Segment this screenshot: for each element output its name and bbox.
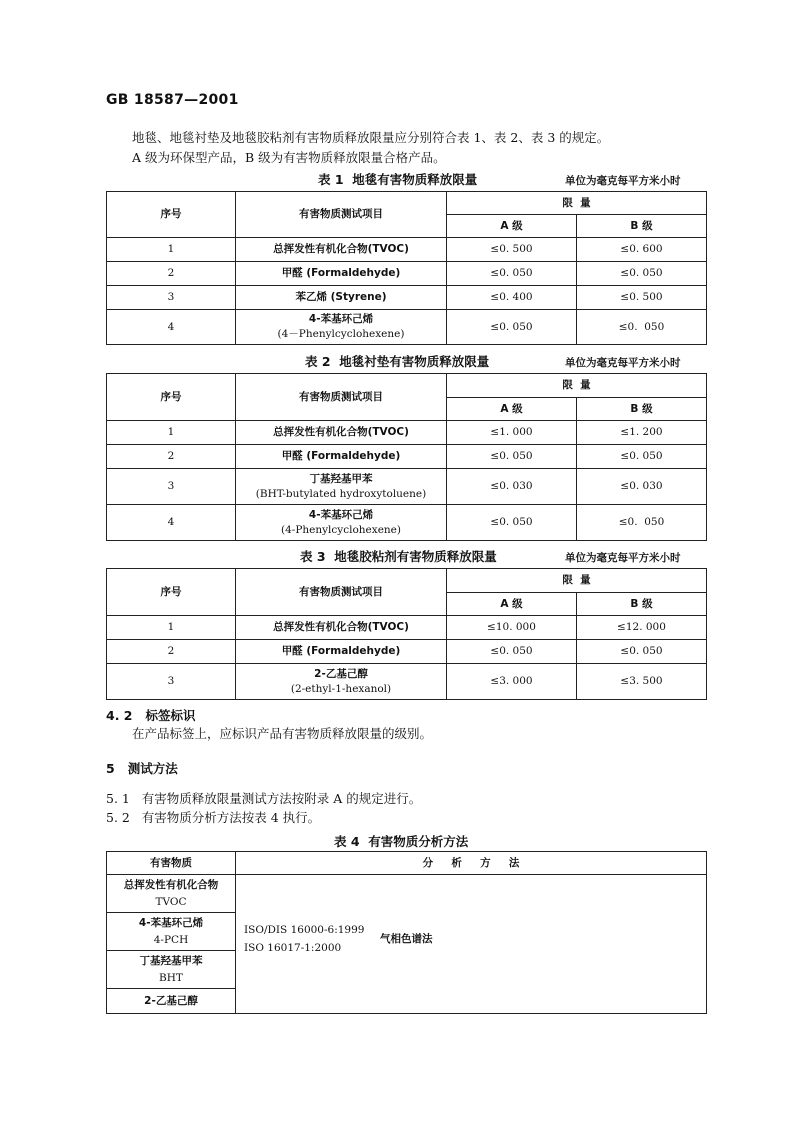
row-no: 1 (107, 421, 236, 445)
row-grade-a: ≤0. 030 (447, 469, 577, 505)
section-5-1: 5. 1 有害物质释放限量测试方法按附录 A 的规定进行。 (106, 791, 422, 806)
row-grade-a: ≤1. 000 (447, 421, 577, 445)
header-substance: 有害物质 (107, 852, 236, 875)
table3 (106, 568, 707, 700)
row-item-en: (4－Phenylcyclohexene) (277, 328, 405, 340)
row-item: 苯乙烯 (Styrene) (236, 286, 447, 310)
substance-list (107, 875, 236, 1014)
row-no: 3 (107, 664, 236, 700)
row-grade-b: ≤0. 050 (577, 505, 707, 541)
table-row (107, 421, 707, 445)
row-item-cn: 4-苯基环己烯 (308, 508, 374, 521)
row-item: 甲醛 (Formaldehyde) (236, 262, 447, 286)
table2-unit: 单位为毫克每平方米小时 (565, 357, 681, 369)
substance-abbr: BHT (159, 972, 183, 984)
row-grade-b: ≤0. 500 (577, 286, 707, 310)
table3-unit: 单位为毫克每平方米小时 (565, 552, 681, 564)
row-no: 2 (107, 262, 236, 286)
row-item: 甲醛 (Formaldehyde) (236, 445, 447, 469)
header-limit: 限 量 (447, 569, 707, 593)
table-row (107, 469, 707, 505)
header-no: 序号 (107, 192, 236, 238)
row-grade-a: ≤0. 050 (447, 505, 577, 541)
method-standard-2: ISO 16017-1:2000 (244, 942, 342, 954)
header-grade-b: B 级 (577, 398, 707, 421)
method-name: 气相色谱法 (380, 933, 433, 945)
row-item-en: (2-ethyl-1-hexanol) (290, 682, 392, 695)
table-row (107, 310, 707, 345)
table3-caption: 表 3 地毯胶粘剂有害物质释放限量 (300, 549, 497, 564)
header-grade-b: B 级 (577, 593, 707, 616)
header-item: 有害物质测试项目 (236, 374, 447, 421)
table-row (107, 262, 707, 286)
header-grade-a: A 级 (447, 593, 577, 616)
row-grade-b: ≤1. 200 (577, 421, 707, 445)
method-cell (236, 875, 707, 1014)
table4-caption: 表 4 有害物质分析方法 (334, 834, 469, 849)
table1-unit: 单位为毫克每平方米小时 (565, 175, 681, 187)
row-grade-a: ≤0. 400 (447, 286, 577, 310)
row-grade-a: ≤0. 050 (447, 310, 577, 345)
row-no: 2 (107, 640, 236, 664)
row-item: 总挥发性有机化合物(TVOC) (236, 238, 447, 262)
section-4-2-body: 在产品标签上，应标识产品有害物质释放限量的级别。 (132, 726, 433, 741)
row-grade-a: ≤0. 050 (447, 262, 577, 286)
section-5-2: 5. 2 有害物质分析方法按表 4 执行。 (106, 810, 321, 825)
row-grade-b: ≤0. 050 (577, 310, 707, 345)
row-item-cn: 2-乙基己醇 (314, 667, 368, 680)
table-row (107, 664, 707, 700)
table-row (107, 238, 707, 262)
row-grade-b: ≤0. 030 (577, 469, 707, 505)
row-grade-b: ≤0. 050 (577, 445, 707, 469)
row-grade-b: ≤3. 500 (577, 664, 707, 700)
method-standard-1: ISO/DIS 16000-6:1999 (244, 924, 365, 936)
section-4-2-heading: 4. 2 标签标识 (106, 708, 196, 723)
row-item-en: (4-Phenylcyclohexene) (281, 523, 401, 536)
row-item (236, 664, 447, 700)
substance-abbr: 4-PCH (153, 934, 189, 946)
row-item-cn: 4-苯基环己烯 (308, 313, 374, 325)
row-item (236, 310, 447, 345)
row-item (236, 469, 447, 505)
row-grade-b: ≤0. 050 (577, 262, 707, 286)
header-item: 有害物质测试项目 (236, 192, 447, 238)
header-no: 序号 (107, 569, 236, 616)
row-item-en: (BHT-butylated hydroxytoluene) (255, 487, 427, 500)
table4 (106, 851, 707, 1014)
row-item-cn: 丁基羟基甲苯 (309, 472, 373, 485)
table-row (107, 640, 707, 664)
header-limit: 限 量 (447, 374, 707, 398)
row-grade-b: ≤12. 000 (577, 616, 707, 640)
substance-abbr: TVOC (155, 896, 187, 908)
intro-line-1: 地毯、地毯衬垫及地毯胶粘剂有害物质释放限量应分别符合表 1、表 2、表 3 的规定。 (132, 130, 610, 145)
section-5-heading: 5 测试方法 (106, 761, 178, 776)
row-no: 1 (107, 616, 236, 640)
header-limit: 限 量 (447, 192, 707, 215)
row-grade-b: ≤0. 600 (577, 238, 707, 262)
row-item: 甲醛 (Formaldehyde) (236, 640, 447, 664)
header-grade-a: A 级 (447, 215, 577, 238)
row-grade-a: ≤0. 050 (447, 445, 577, 469)
substance-name: 丁基羟基甲苯 (139, 955, 203, 967)
row-grade-a: ≤10. 000 (447, 616, 577, 640)
row-item (236, 505, 447, 541)
table-row (107, 616, 707, 640)
header-no: 序号 (107, 374, 236, 421)
row-grade-b: ≤0. 050 (577, 640, 707, 664)
row-grade-a: ≤0. 500 (447, 238, 577, 262)
row-no: 2 (107, 445, 236, 469)
table-row (107, 505, 707, 541)
row-no: 4 (107, 310, 236, 345)
table1-caption: 表 1 地毯有害物质释放限量 (318, 172, 478, 187)
row-grade-a: ≤3. 000 (447, 664, 577, 700)
header-grade-a: A 级 (447, 398, 577, 421)
table2 (106, 373, 707, 541)
row-no: 3 (107, 469, 236, 505)
row-item: 总挥发性有机化合物(TVOC) (236, 421, 447, 445)
header-method: 分 析 方 法 (236, 852, 707, 875)
standard-code: GB 18587—2001 (106, 92, 239, 108)
row-no: 1 (107, 238, 236, 262)
row-no: 3 (107, 286, 236, 310)
intro-line-2: A 级为环保型产品，B 级为有害物质释放限量合格产品。 (132, 150, 446, 165)
substance-name: 2-乙基己醇 (144, 995, 198, 1007)
row-no: 4 (107, 505, 236, 541)
table-row (107, 445, 707, 469)
table-row (107, 286, 707, 310)
header-item: 有害物质测试项目 (236, 569, 447, 616)
substance-name: 总挥发性有机化合物 (123, 879, 219, 891)
substance-name: 4-苯基环己烯 (138, 917, 204, 929)
header-grade-b: B 级 (577, 215, 707, 238)
table1 (106, 191, 707, 345)
row-item: 总挥发性有机化合物(TVOC) (236, 616, 447, 640)
table2-caption: 表 2 地毯衬垫有害物质释放限量 (305, 354, 490, 369)
row-grade-a: ≤0. 050 (447, 640, 577, 664)
